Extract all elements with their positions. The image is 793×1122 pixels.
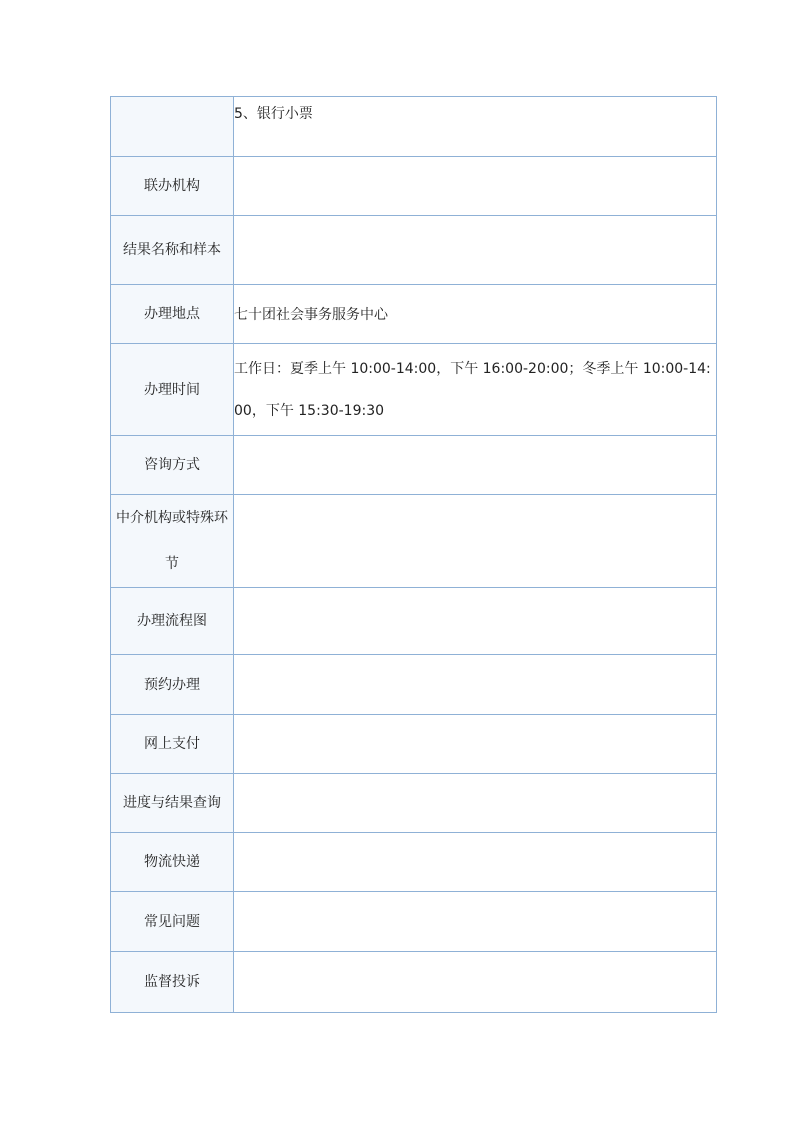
row-label: 进度与结果查询 — [111, 774, 234, 833]
table-row — [111, 157, 717, 216]
table-row — [111, 952, 717, 1013]
service-info-table — [110, 96, 717, 1013]
table-row — [111, 216, 717, 285]
table-row — [111, 892, 717, 952]
row-label: 常见问题 — [111, 892, 234, 952]
row-value — [234, 216, 717, 285]
table-row — [111, 774, 717, 833]
row-label: 办理时间 — [111, 344, 234, 436]
row-label: 监督投诉 — [111, 952, 234, 1013]
row-value-hours: 工作日：夏季上午 10:00-14:00，下午 16:00-20:00；冬季上午 10:00-14:00，下午 15:30-19:30 — [234, 344, 717, 436]
row-label: 结果名称和样本 — [111, 216, 234, 285]
row-value — [234, 157, 717, 216]
row-label: 办理流程图 — [111, 588, 234, 655]
table-row — [111, 495, 717, 588]
table-row — [111, 436, 717, 495]
row-value — [234, 655, 717, 715]
row-value — [234, 892, 717, 952]
table-row — [111, 285, 717, 344]
row-value — [234, 436, 717, 495]
table-row — [111, 97, 717, 157]
row-value-materials: 5、银行小票 — [234, 97, 717, 157]
row-label: 网上支付 — [111, 715, 234, 774]
row-value — [234, 774, 717, 833]
table-row — [111, 715, 717, 774]
row-value — [234, 495, 717, 588]
row-value — [234, 833, 717, 892]
row-value — [234, 588, 717, 655]
row-label: 办理地点 — [111, 285, 234, 344]
row-value-location: 七十团社会事务服务中心 — [234, 285, 717, 344]
table-row — [111, 344, 717, 436]
table-row — [111, 833, 717, 892]
row-label: 中介机构或特殊环节 — [111, 495, 234, 588]
row-value — [234, 952, 717, 1013]
row-label: 预约办理 — [111, 655, 234, 715]
table-row — [111, 588, 717, 655]
row-label: 物流快递 — [111, 833, 234, 892]
table-row — [111, 655, 717, 715]
row-label: 联办机构 — [111, 157, 234, 216]
row-value — [234, 715, 717, 774]
row-label — [111, 97, 234, 157]
row-label: 咨询方式 — [111, 436, 234, 495]
